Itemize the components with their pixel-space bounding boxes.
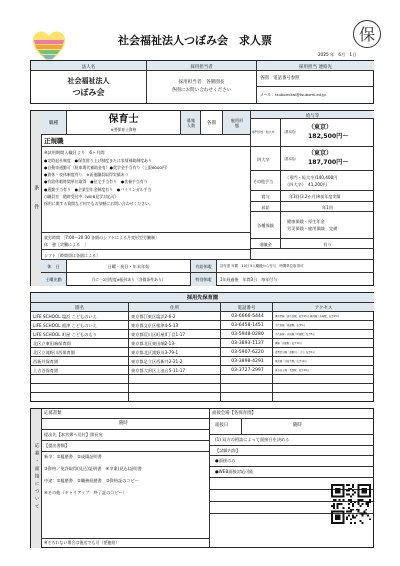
issue-date: 2025 年 6月 1日 bbox=[318, 52, 357, 57]
special-leave-label: 特別休暇 bbox=[195, 277, 212, 282]
benefit-item: ●資休・夜休制度有り ※而他職員取得実績あり bbox=[44, 172, 129, 178]
person-line2: 各園にお問い合わせください bbox=[171, 87, 232, 93]
dai-amount: 187,700円〜 bbox=[308, 159, 349, 166]
benefit-item: ●自動車通勤可（駐車場代補助金有）●奨学金手当有り（上限6000円） bbox=[44, 165, 170, 171]
facility-addr: 東京都文京区根津4-5-13 bbox=[131, 323, 179, 329]
test-title: 【試験内容】 bbox=[215, 448, 241, 453]
facility-name: LIFE SCHOOL 町屋 こどものもり bbox=[33, 332, 97, 338]
facility-tel: 03-5907-6220 bbox=[231, 350, 264, 356]
col-access: アクセス bbox=[314, 306, 333, 311]
facility-name: 北区立滝野川西保育園 bbox=[33, 350, 75, 356]
facility-access: 千代田線「根津駅」徒歩5分 bbox=[275, 324, 306, 327]
dai-label: 四大卒 bbox=[257, 157, 270, 162]
benefit-item: ●通勤手当有り ●企業型年金制度有り ●バイリンガル手当 bbox=[44, 186, 152, 192]
special-leave-value: 1年経過後 年間3日 毎年付与 bbox=[220, 277, 278, 282]
other-2: （四大卒） 41,200円 bbox=[285, 182, 327, 188]
page-title: 社会福祉法人つぼみ会 求人票 bbox=[118, 34, 272, 47]
sen-place: （東京） bbox=[308, 124, 333, 131]
interview-date: 随時 bbox=[293, 423, 302, 428]
contact-mail[interactable]: メール：tsubomikai@tsubomi.ed.jp bbox=[260, 92, 326, 97]
doc-item: ④その他（キャリアップ 終了証のコピー） bbox=[44, 489, 127, 495]
label-shokushu: 職種 bbox=[48, 121, 59, 126]
job-note: ※要保育士資格 bbox=[110, 126, 137, 132]
facility-name: 上吉谷保育園 bbox=[33, 368, 59, 374]
label-keitai: 雇用形態 bbox=[230, 118, 244, 129]
benefit-item: ○職員室 随時受付中（WEB見学対応可） bbox=[44, 193, 119, 199]
apply-table bbox=[30, 408, 374, 548]
bonus-value: 年3回(3.2か月)※前年度実績 bbox=[289, 194, 341, 199]
bonus-label: 賞与 bbox=[261, 194, 270, 199]
trial-period: ※試用期間入職日より 6ヶ月間 bbox=[44, 150, 105, 155]
facility-access: 東急池上線「長原駅」徒歩10分 bbox=[275, 369, 310, 372]
facility-addr: 東京都大田区上池台5-11-17 bbox=[131, 368, 186, 374]
benefit-item: ●有給休暇時間単位取得 ●住宅手当有り ●扶養手当有り bbox=[44, 179, 148, 185]
interview-title: 面接会場【各保育園】 bbox=[212, 411, 256, 416]
doc-item: 中途：①履歴書 ②職務経歴書 ③資格証のコピー bbox=[44, 477, 139, 483]
job-title: 保育士 bbox=[108, 114, 139, 125]
facility-addr: 東京都北区滝野川3-79-1 bbox=[131, 350, 179, 356]
raise-value: 年1回 bbox=[321, 204, 334, 210]
paid-leave-label: 有給休暇 bbox=[195, 264, 212, 269]
rest-value: 日曜・祝日・年末年始 bbox=[107, 264, 150, 269]
facility-tel: 03-3898-4291 bbox=[231, 359, 264, 365]
ins-1: 健康保険・厚生年金 bbox=[287, 219, 325, 224]
facility-name: LIFE SCHOOL 根津 こどものいえ bbox=[33, 323, 97, 329]
hours-line bbox=[44, 235, 250, 240]
corp-name-line2: つぼみ会 bbox=[72, 87, 105, 97]
docs-list bbox=[44, 454, 142, 502]
dai-base-label: （基本給） bbox=[282, 157, 298, 161]
send-to: 提出先【本宮郵へ送付】園長宛 bbox=[44, 432, 103, 437]
method-title: 応募書類 bbox=[44, 411, 62, 416]
facilities-title: 採用先保育園 bbox=[186, 295, 219, 301]
facility-name: LIFE SCHOOL 塩浜 こどものいえ bbox=[33, 314, 97, 320]
retire-value: 有り bbox=[323, 241, 332, 247]
hours-label: 就労時間 bbox=[44, 235, 60, 240]
method-when: 随時 bbox=[119, 421, 128, 426]
ins-label: 各種保険 bbox=[257, 223, 274, 228]
facility-addr: 東京都荒川区町屋4丁目1-17 bbox=[131, 332, 186, 338]
facility-name: 北区立東田端保育園 bbox=[33, 341, 71, 347]
logo-heart-icon bbox=[30, 28, 68, 64]
ins-2: 労災保険・雇用保険 完備 bbox=[287, 226, 338, 232]
col-tel: 電話番号 bbox=[237, 306, 256, 311]
benefit-list bbox=[44, 159, 250, 206]
col-address: 住所 bbox=[170, 306, 179, 311]
raise-label: 昇給 bbox=[261, 204, 270, 210]
corp-name-line1: 社会福祉法人 bbox=[67, 77, 110, 85]
label-bosyu: 募集人数 bbox=[186, 118, 196, 129]
saturday-value: 月に一2回程度※振休あり（各園条件あり） bbox=[91, 277, 166, 282]
paid-leave-value: 初年度 年間 10日 5入職後から付与 時間単位取得可 bbox=[220, 264, 304, 268]
contact-tel: 各園 電話番号参照 bbox=[260, 76, 300, 81]
dai-place: （東京） bbox=[308, 150, 333, 157]
benefit-item: 採用に関する質問など何でもお気軽にお問い合わせください。 bbox=[44, 200, 153, 206]
facilities-table bbox=[30, 292, 374, 402]
doc-item: 新卒：①履歴書 ②成績証明書 bbox=[44, 454, 102, 459]
interview-date-label: 面接日 bbox=[215, 423, 229, 428]
section-label-apply: 応募・面接について bbox=[34, 443, 40, 512]
section-label-conditions: 条件 bbox=[33, 185, 40, 223]
corp-header: 法人名 bbox=[81, 64, 96, 70]
facility-addr: 東京都江東区塩浜2-6-2 bbox=[131, 314, 176, 320]
other-label: その他手当 bbox=[253, 179, 273, 184]
sen-label: 専門学校・短大卒 bbox=[252, 130, 275, 134]
doc-item: ③資格／免許取得(見込)証明書 ④卒業(見込)証明書 bbox=[44, 465, 142, 471]
facility-addr: 東京都北区東田端2-13- bbox=[131, 341, 176, 347]
label-kyuyo: 給与等 bbox=[305, 113, 320, 119]
facility-tel: 03-6458-1451 bbox=[231, 323, 264, 329]
rest-label: 休 日 bbox=[47, 264, 60, 269]
facility-tel: 03-3727-2997 bbox=[231, 368, 264, 374]
saturday-label: 土曜出勤 bbox=[45, 277, 62, 282]
break-line: 休 憩［実働による ］ bbox=[44, 242, 88, 247]
contact-header: 採用担当 連絡先 bbox=[299, 64, 332, 70]
docs-title: 【提出書類】 bbox=[44, 443, 70, 448]
docs-note: ※そろわない場合は後送でも可（要連絡） bbox=[44, 540, 120, 545]
facility-access: 千代田線・京成線「町屋駅」徒歩5分 bbox=[275, 333, 315, 336]
facility-tel: 03-6666-5444 bbox=[231, 314, 264, 320]
facility-tel: 03-3893-1137 bbox=[231, 341, 264, 347]
facility-name: 西新井保育園 bbox=[33, 359, 59, 365]
interview-note: (1) 双方の相談によって面接日を決める bbox=[215, 437, 290, 442]
facility-access: 都電荒川線「滝野川一丁目」徒歩3分 bbox=[275, 351, 315, 354]
hours-value: ［7:00〜20:30 各園のシフトによる月変形型労働制］ bbox=[61, 235, 160, 240]
sen-amount: 182,500円〜 bbox=[308, 133, 349, 140]
facility-access: JR京葉線「越中島駅」徒歩15分 東西線「木場駅」徒歩15分 bbox=[275, 315, 340, 318]
stamp-icon bbox=[353, 20, 381, 48]
person-header: 採用担当者 bbox=[190, 64, 213, 70]
test-item-1: ●面接のみ bbox=[215, 458, 236, 463]
qr-code-icon[interactable] bbox=[331, 484, 371, 524]
benefit-item: ●定時退社制度 ●保食借り上げ制度または家賃補助制度あり bbox=[44, 158, 152, 164]
facility-addr: 東京都足立区西新井2-21-2 bbox=[131, 359, 183, 365]
svg-text:保: 保 bbox=[358, 25, 376, 44]
other-1: （専門・短大卒)140,400円 bbox=[285, 175, 338, 180]
facility-access: JR線「田端駅」徒歩10分 bbox=[275, 342, 302, 345]
employment-type: 正規職 bbox=[44, 137, 64, 145]
sen-base-label: （基本給） bbox=[282, 130, 298, 134]
logo bbox=[30, 28, 68, 64]
bosyu-value: 各園 bbox=[206, 121, 217, 126]
retire-label: 退職金 bbox=[259, 241, 272, 247]
facility-access: 東武線「西新井駅」徒歩10分 bbox=[275, 360, 307, 363]
corp-info-table bbox=[30, 60, 374, 104]
test-item-2: ●WEB面接対応可能 bbox=[215, 469, 254, 474]
job-conditions-table bbox=[30, 110, 374, 286]
shift-line: シフト［時間帯は各園による］ bbox=[44, 252, 100, 258]
col-name: 園名 bbox=[75, 306, 84, 311]
person-line1: 採用担当者 各園園長 bbox=[178, 80, 225, 85]
facility-tel: 03-5948-0280 bbox=[231, 332, 264, 338]
